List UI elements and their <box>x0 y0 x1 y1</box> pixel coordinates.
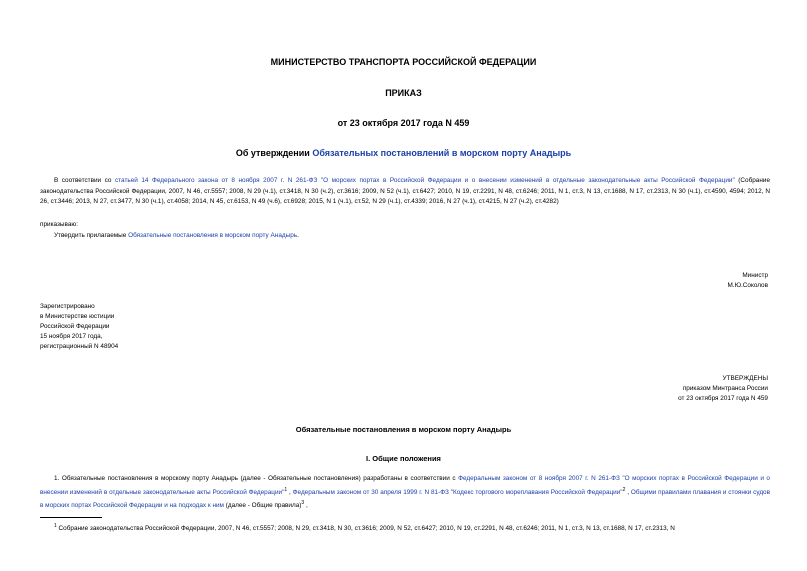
regulations-link[interactable]: Обязательные постановления в морском порту Анадырь <box>128 232 298 239</box>
law-261-fz-link[interactable]: статьей 14 Федерального закона от 8 ноября 2007 г. N 261-ФЗ "О морских портах в Российской Федерации и о внесении изменений в отдельные законодательные акты Российской Федерации" <box>114 177 735 184</box>
approved-line: приказом Минтранса России <box>682 385 768 392</box>
document-type: ПРИКАЗ <box>385 88 422 98</box>
document-title <box>0 148 807 158</box>
paragraph-text: 1. Обязательные постановления в морскому порту Анадырь (далее - Обязательные постановления) разработаны в соответствии с <box>54 475 459 482</box>
signature-name: М.Ю.Соколов <box>727 282 768 289</box>
preamble-paragraph <box>40 176 770 208</box>
regulations-paragraph-1 <box>40 474 770 512</box>
registration-line: регистрационный N 48904 <box>40 343 119 350</box>
paragraph-text: , <box>625 488 631 496</box>
section-heading: I. Общие положения <box>366 454 441 463</box>
paragraph-text: (далее - Общие правила) <box>223 502 302 510</box>
registration-line: Российской Федерации <box>40 323 110 330</box>
law-261-fz-link[interactable]: Федеральным законом от 8 ноября 2007 г. N 261-ФЗ "О морских портах в Российской Федерации и о внесении изменений в отдельные законодательные акты Российской Федерации" <box>40 475 770 496</box>
signature-position: Министр <box>742 272 768 279</box>
footnote-ref[interactable]: 2 <box>622 486 626 493</box>
preamble-text-start: В соответствии со <box>54 177 115 184</box>
registration-line: 15 ноября 2017 года, <box>40 333 103 340</box>
approve-text: Утвердить прилагаемые <box>54 232 129 239</box>
footnote-text: Собрание законодательства Российской Федерации, 2007, N 46, ст.5557; 2008, N 29, ст.3418, N 30, ст.3616; 2009, N 52, ст.6427; 2010, N 19, ст.2291, N 48, ст.6246; 2011, N 1, ст.3, N 13, ст.1688, N 17, ст.2313, N <box>56 525 675 533</box>
general-rules-link[interactable]: Общими правилами плавания и стоянки судов в морских портах Российской Федерации и на подходах к ним <box>40 488 770 510</box>
footnote-divider <box>40 517 102 518</box>
prikazyvayu-text: приказываю: <box>40 221 78 228</box>
footnote-mark: 1 <box>54 523 57 529</box>
preamble-text-rest: (Собрание законодательства Российской Федерации, 2007, N 46, ст.5557; 2008, N 29 (ч.1), ст.3418, N 30 (ч.2), ст.3616; 2009, N 52 (ч.1), ст.6427; 2010, N 19, ст.2291, N 48, ст.6246; 2011, N 1, ст.3, N 13, ст.1688, N 17, ст.2313, N 30 (ч.1), ст.4590, 4594; 2012, N 26, ст.3446; 2013, N 27, ст.3477, N 30 (ч.1), ст.4058; 2014, N 45, ст.6153, N 49 (ч.6), ст.6928; 2015, N 1 (ч.1), ст.52, N 29 (ч.1), ст.4339; 2016, N 27 (ч.1), ст.4215, N 27 (ч.2), ст.4282) <box>40 177 771 205</box>
paragraph-text: , <box>287 488 293 496</box>
document-title-prefix: Об утверждении <box>235 148 313 158</box>
approved-line: от 23 октября 2017 года N 459 <box>678 395 768 402</box>
regulations-title: Обязательные постановления в морском порту Анадырь <box>295 425 512 434</box>
document-date-number: от 23 октября 2017 года N 459 <box>337 118 470 128</box>
ministry-heading: МИНИСТЕРСТВО ТРАНСПОРТА РОССИЙСКОЙ ФЕДЕРАЦИИ <box>270 57 537 67</box>
registration-line: Зарегистрировано <box>40 303 95 310</box>
footnote-ref[interactable]: 3 <box>301 500 305 507</box>
registration-block <box>40 302 118 352</box>
footnote <box>54 521 774 534</box>
approve-suffix: . <box>297 232 299 239</box>
approve-paragraph <box>54 231 299 241</box>
document-title-link[interactable]: Обязательных постановлений в морском порту Анадырь <box>312 148 572 158</box>
approved-block <box>520 374 768 404</box>
approved-line: УТВЕРЖДЕНЫ <box>722 375 768 382</box>
law-81-fz-link[interactable]: Федеральным законом от 30 апреля 1999 г. N 81-ФЗ "Кодекс торгового мореплавания Российской Федерации" <box>292 488 623 496</box>
footnote-ref[interactable]: 1 <box>284 486 288 493</box>
paragraph-text: , <box>304 502 308 510</box>
registration-line: в Министерстве юстиции <box>40 313 115 320</box>
